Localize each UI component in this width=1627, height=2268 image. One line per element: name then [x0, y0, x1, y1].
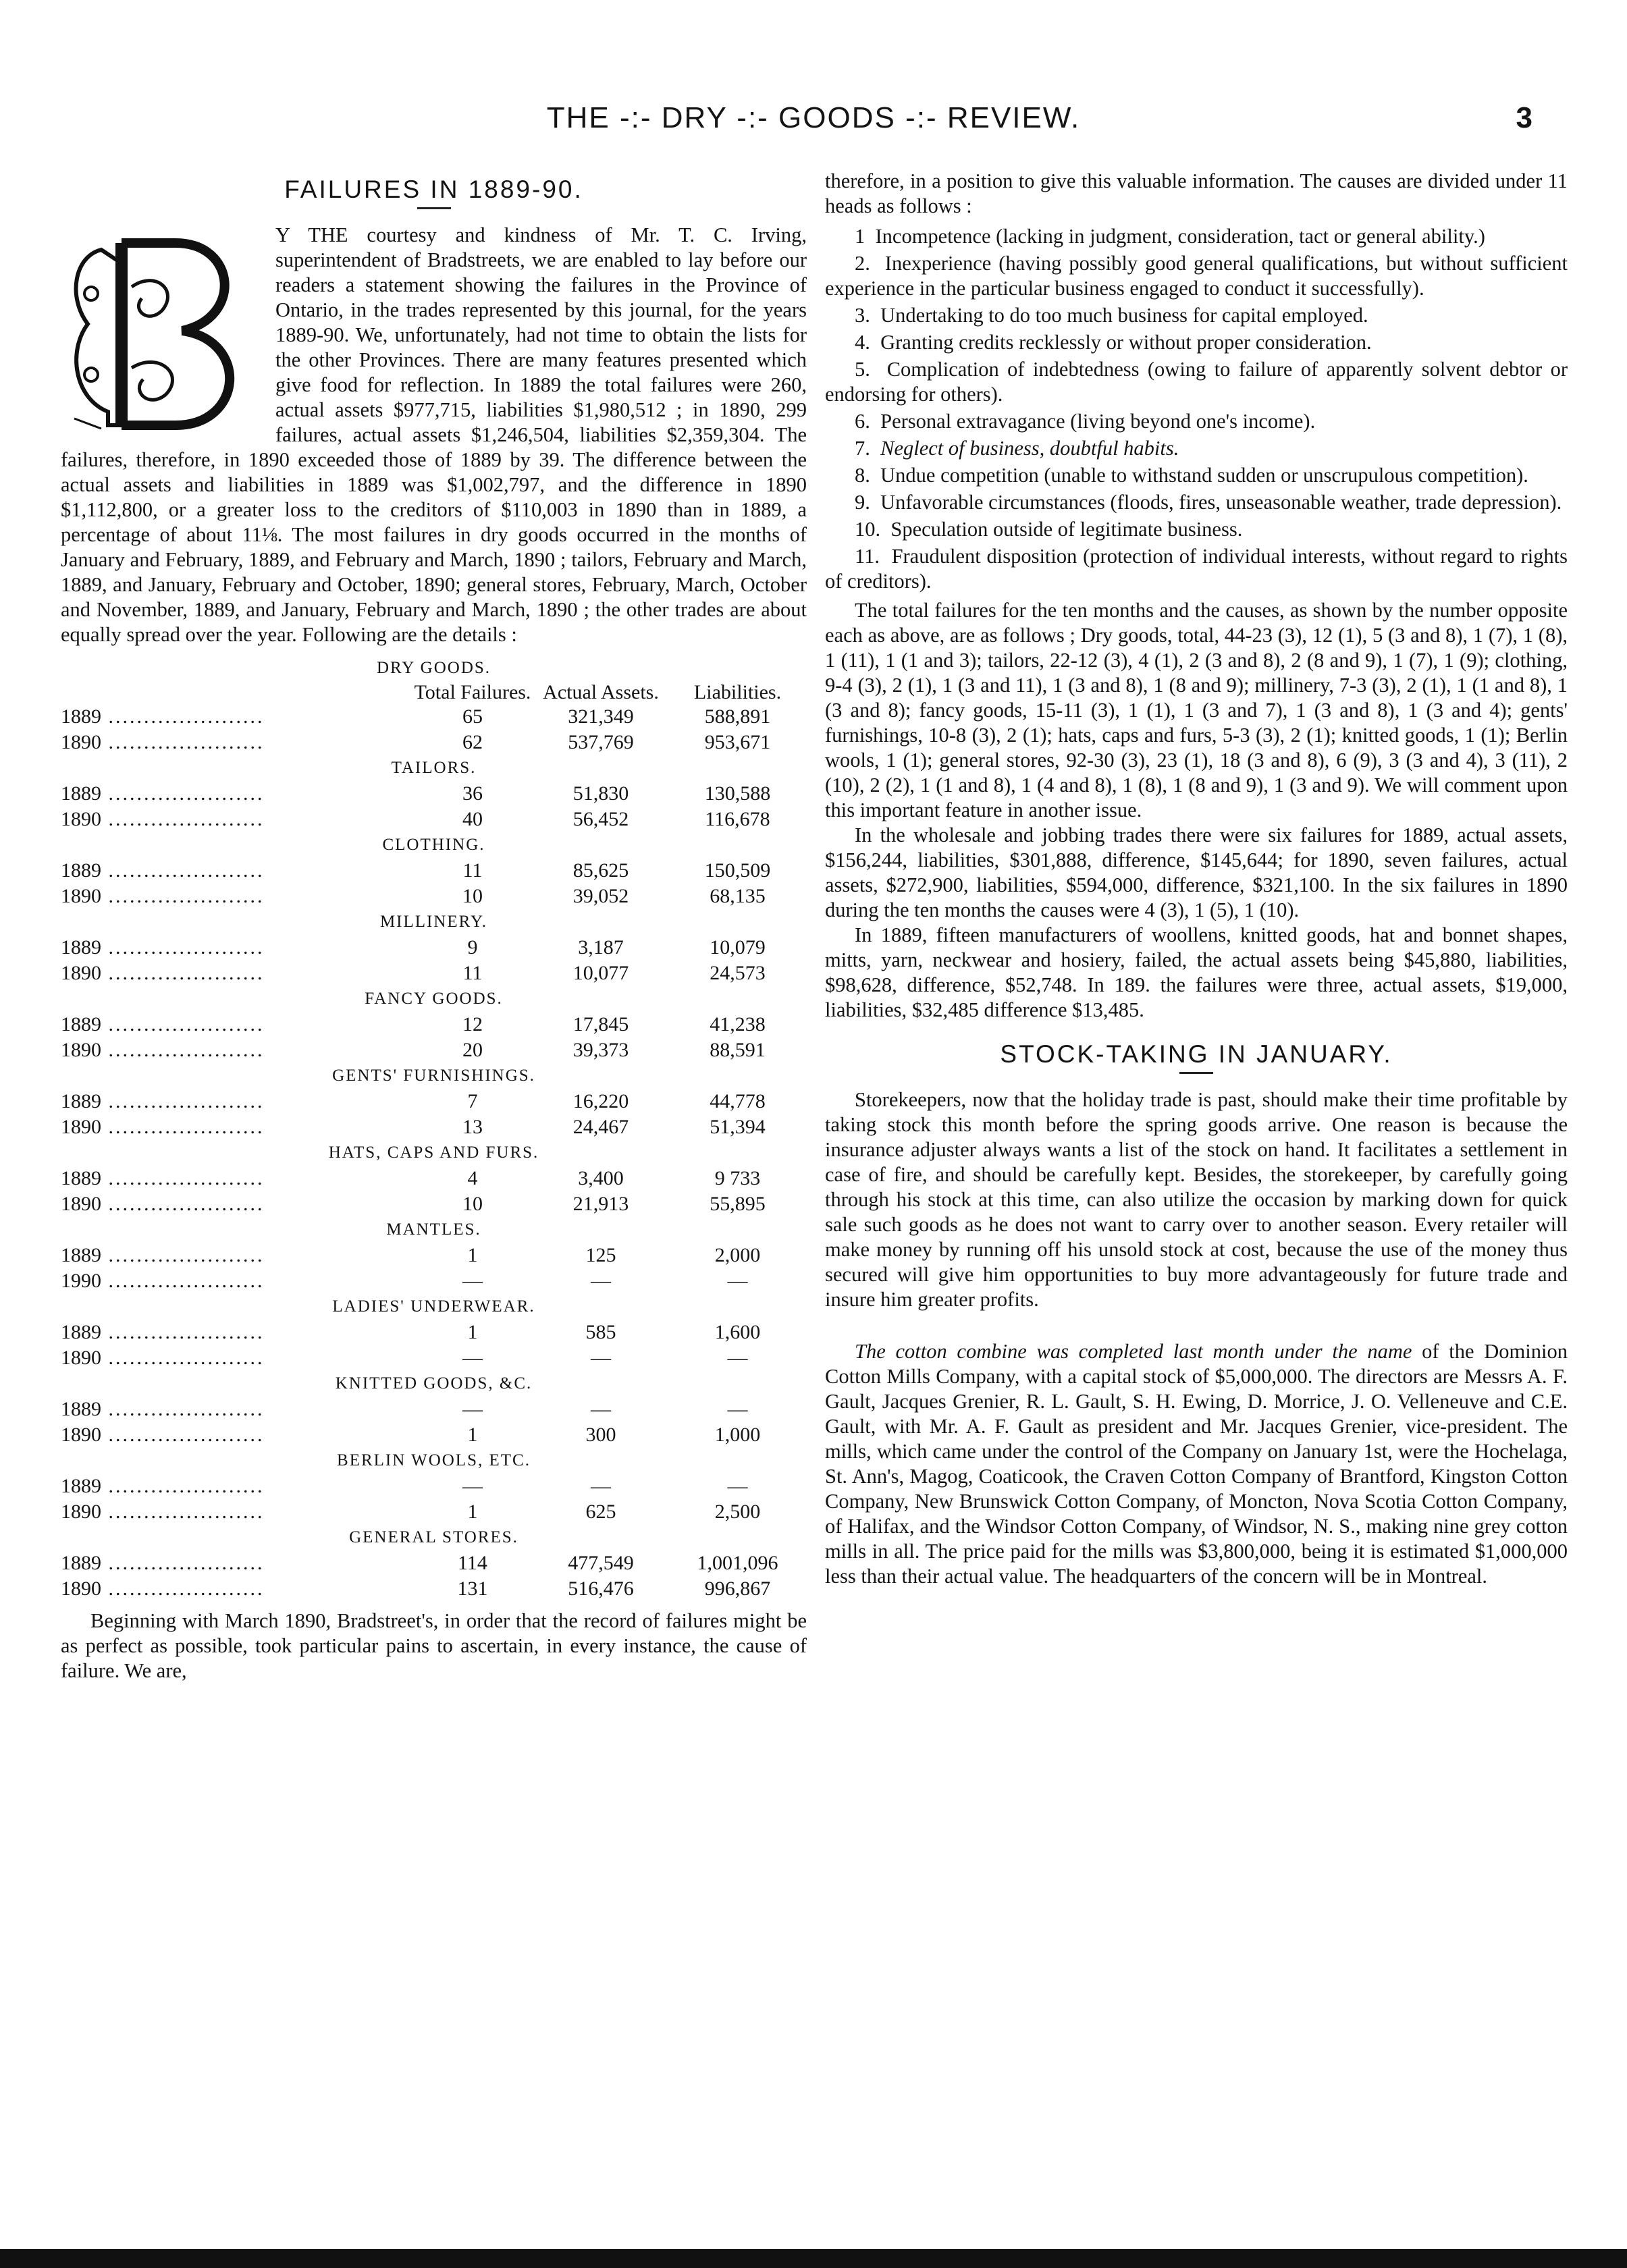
- table-row: [61, 1397, 807, 1422]
- failures-cell: 20: [462, 1039, 483, 1061]
- liabilities-cell: 588,891: [704, 705, 771, 728]
- liabilities-cell: 41,238: [710, 1013, 766, 1035]
- year: 1890: [61, 1039, 101, 1061]
- cause-item: [825, 303, 1568, 328]
- year: 1889: [61, 705, 101, 728]
- failures-cell: 10: [462, 885, 483, 907]
- table-section-header: [61, 1448, 807, 1474]
- cause-number: 9.: [855, 491, 870, 514]
- leader-dots: ......................: [101, 1424, 265, 1446]
- article-title-stock-taking: STOCK-TAKING IN JANUARY.: [1000, 1040, 1393, 1068]
- section-name: MANTLES.: [386, 1220, 481, 1239]
- failures-cell: 1: [467, 1424, 478, 1446]
- table-section-header: [61, 832, 807, 858]
- failures-cell: 65: [462, 705, 483, 728]
- leader-dots: ......................: [101, 1321, 265, 1343]
- table-row: [61, 1268, 807, 1294]
- leader-dots: ......................: [101, 1167, 265, 1189]
- failures-table: [61, 655, 807, 1602]
- bottom-border: [0, 2249, 1627, 2268]
- assets-cell: 477,549: [568, 1552, 634, 1574]
- assets-cell: 537,769: [568, 731, 634, 753]
- cause-number: 2.: [855, 252, 870, 275]
- section-name: HATS, CAPS AND FURS.: [328, 1143, 539, 1162]
- section-name: KNITTED GOODS, &C.: [335, 1374, 533, 1393]
- table-section-header: [61, 1140, 807, 1166]
- year-cell: [61, 1166, 412, 1191]
- failures-cell: —: [462, 1270, 483, 1292]
- liabilities-cell: 51,394: [710, 1116, 766, 1138]
- year-cell: [61, 884, 412, 909]
- leader-dots: ......................: [101, 962, 265, 984]
- right-column: [825, 169, 1568, 1589]
- cause-text: Undue competition (unable to withstand sudden or unscrupulous competition).: [880, 464, 1528, 487]
- leader-dots: ......................: [101, 1347, 265, 1369]
- leader-dots: ......................: [101, 782, 265, 805]
- cause-number: 5.: [855, 358, 870, 381]
- table-section-header: [61, 1371, 807, 1397]
- year-cell: [61, 781, 412, 807]
- table-row: [61, 1320, 807, 1345]
- cause-item: [825, 463, 1568, 488]
- failures-cell: —: [462, 1347, 483, 1369]
- cause-item: [825, 517, 1568, 542]
- header-liabilities: Liabilities.: [693, 681, 782, 703]
- section-name: MILLINERY.: [379, 913, 488, 931]
- year: 1889: [61, 1321, 101, 1343]
- leader-dots: ......................: [101, 1398, 265, 1420]
- year: 1890: [61, 808, 101, 830]
- liabilities-cell: 68,135: [710, 885, 766, 907]
- table-row: [61, 1166, 807, 1191]
- leader-dots: ......................: [101, 1270, 265, 1292]
- liabilities-cell: 116,678: [705, 808, 770, 830]
- section-name: TAILORS.: [391, 759, 477, 777]
- year-cell: [61, 1576, 412, 1602]
- failures-cell: 11: [462, 859, 483, 882]
- section-name: LADIES' UNDERWEAR.: [332, 1297, 535, 1316]
- liabilities-cell: 953,671: [704, 731, 771, 753]
- cause-number: 1: [855, 225, 865, 248]
- assets-cell: 85,625: [572, 859, 629, 882]
- failures-cell: 9: [467, 936, 478, 959]
- leader-dots: ......................: [101, 1475, 265, 1497]
- cause-text: Neglect of business, doubtful habits.: [880, 437, 1179, 460]
- cause-text: Granting credits recklessly or without proper consideration.: [880, 331, 1372, 354]
- table-row: [61, 935, 807, 961]
- year-cell: [61, 1114, 412, 1140]
- leader-dots: ......................: [101, 1577, 265, 1600]
- liabilities-cell: 9 733: [714, 1167, 761, 1189]
- assets-cell: 585: [585, 1321, 616, 1343]
- running-title: THE -:- DRY -:- GOODS -:- REVIEW.: [546, 101, 1081, 134]
- year-cell: [61, 1345, 412, 1371]
- leader-dots: ......................: [101, 1501, 265, 1523]
- title-rule: [417, 207, 451, 209]
- leader-dots: ......................: [101, 1090, 265, 1112]
- header-total-failures: Total Failures.: [414, 681, 531, 703]
- leader-dots: ......................: [101, 1013, 265, 1035]
- assets-cell: —: [591, 1398, 611, 1420]
- year-cell: [61, 1012, 412, 1037]
- liabilities-cell: 150,509: [704, 859, 771, 882]
- assets-cell: 10,077: [572, 962, 629, 984]
- manufacturers-paragraph: In 1889, fifteen manufacturers of woollens, knitted goods, hat and bonnet shapes, mitts, yarn, neckwear and hosiery, failed, the actual assets being $45,880, liabilities, $98,628, difference, $52,748. In 189. the failures were three, actual assets, $19,000, liabilities, $32,485 difference $13,485.: [825, 923, 1568, 1021]
- cause-item: [825, 330, 1568, 355]
- liabilities-cell: 44,778: [710, 1090, 766, 1112]
- failures-cell: 10: [462, 1193, 483, 1215]
- table-row: [61, 1012, 807, 1037]
- year-cell: [61, 1422, 412, 1448]
- liabilities-cell: —: [727, 1475, 748, 1497]
- assets-cell: 321,349: [568, 705, 634, 728]
- table-row: [61, 730, 807, 755]
- section-name: GENERAL STORES.: [349, 1528, 518, 1546]
- failures-cell: 1: [467, 1501, 478, 1523]
- year-cell: [61, 935, 412, 961]
- liabilities-cell: 1,001,096: [697, 1552, 778, 1574]
- table-column-headers: [61, 681, 807, 704]
- failures-cell: 62: [462, 731, 483, 753]
- assets-cell: 21,913: [572, 1193, 629, 1215]
- leader-dots: ......................: [101, 859, 265, 882]
- assets-cell: —: [591, 1347, 611, 1369]
- year-cell: [61, 1243, 412, 1268]
- liabilities-cell: 88,591: [710, 1039, 766, 1061]
- cause-text: Unfavorable circumstances (floods, fires, unseasonable weather, trade depression).: [880, 491, 1562, 514]
- cause-number: 3.: [855, 304, 870, 327]
- cause-text: Inexperience (having possibly good general qualifications, but without sufficient experience in the particular business engaged to conduct it successfully).: [825, 252, 1568, 300]
- cause-text: Undertaking to do too much business for capital employed.: [880, 304, 1368, 327]
- cause-item: [825, 251, 1568, 301]
- table-row: [61, 1422, 807, 1448]
- year-cell: [61, 1268, 412, 1294]
- cause-number: 4.: [855, 331, 870, 354]
- table-row: [61, 781, 807, 807]
- cause-text: Fraudulent disposition (protection of individual interests, without regard to rights of creditors).: [825, 545, 1568, 593]
- table-section-header: [61, 755, 807, 781]
- causes-intro: therefore, in a position to give this valuable information. The causes are divided under 11 heads as follows :: [825, 169, 1568, 217]
- year-cell: [61, 704, 412, 730]
- table-row: [61, 961, 807, 986]
- cotton-rest: of the Dominion Cotton Mills Company, with a capital stock of $5,000,000. The directors are Messrs A. F. Gault, Jacques Grenier, R. L. Gault, S. H. Ewing, D. Morrice, J. O. Velleneuve and C.E. Gault, with Mr. A. F. Gault as president and Mr. Jacques Grenier, vice-president. The mills, which came under the control of the Company on January 1st, were the Hochelaga, St. Ann's, Magog, Coaticook, the Craven Cotton Company of Brantford, Kingston Cotton Company, New Brunswick Cotton Company, of Moncton, Nova Scotia Cotton Company, of Halifax, and the Windsor Cotton Company, of Windsor, N. S., making nine grey cotton mills in all. The price paid for the mills was $3,800,000, being it is estimated $1,000,000 less than their actual value. The headquarters of the concern will be in Montreal.: [825, 1340, 1568, 1588]
- assets-cell: 39,052: [572, 885, 629, 907]
- assets-cell: 56,452: [572, 808, 629, 830]
- table-row: [61, 704, 807, 730]
- cotton-combine-paragraph: [825, 1339, 1568, 1589]
- total-failures-paragraph: The total failures for the ten months and the causes, as shown by the number opposite each as above, are as follows ; Dry goods, total, 44-23 (3), 12 (1), 5 (3 and 8), 1 (7), 1 (8), 1 (11), 1 (1 and 3); tailors, 22-12 (3), 4 (1), 2 (3 and 8), 2 (8 and 9), 1 (7), 1 (9); clothing, 9-4 (3), 2 (1), 1 (3 and 11), 1 (3 and 8), 1 (8 and 9); millinery, 7-3 (3), 2 (1), 1 (1 and 8), 1 (3 and 8); fancy goods, 15-11 (3), 1 (1), 1 (3 and 7), 1 (3 and 8), 1 (3 and 4); gents' furnishings, 10-8 (3), 2 (1); hats, caps and furs, 5-3 (3), 2 (1); knitted goods, 1 (1); Berlin wools, 1 (1); general stores, 92-30 (3), 23 (1), 18 (3 and 8), 6 (9), 3 (3 and 4), 3 (11), 2 (10), 2 (2), 1 (1 and 8), 1 (4 and 8), 1 (8), 1 (8 and 9), 1 (3 and 9). We will comment upon this important feature in another issue.: [825, 599, 1568, 821]
- title-rule-2: [1179, 1072, 1213, 1074]
- cause-item: [825, 544, 1568, 594]
- year-cell: [61, 1499, 412, 1525]
- table-section-header: [61, 1217, 807, 1243]
- leader-dots: ......................: [101, 808, 265, 830]
- section-name: GENTS' FURNISHINGS.: [332, 1066, 535, 1085]
- year: 1890: [61, 731, 101, 753]
- year-cell: [61, 961, 412, 986]
- table-row: [61, 884, 807, 909]
- year-cell: [61, 1550, 412, 1576]
- assets-cell: 17,845: [572, 1013, 629, 1035]
- leader-dots: ......................: [101, 1244, 265, 1266]
- assets-cell: 300: [585, 1424, 616, 1446]
- header-actual-assets: Actual Assets.: [543, 681, 659, 703]
- year: 1889: [61, 1090, 101, 1112]
- cause-item: [825, 436, 1568, 461]
- cause-number: 7.: [855, 437, 870, 460]
- liabilities-cell: 2,500: [714, 1501, 761, 1523]
- cause-number: 10.: [855, 518, 881, 541]
- year-cell: [61, 1474, 412, 1499]
- assets-cell: 125: [585, 1244, 616, 1266]
- year: 1889: [61, 1244, 101, 1266]
- failures-cell: 114: [458, 1552, 487, 1574]
- table-row: [61, 1191, 807, 1217]
- cause-item: [825, 409, 1568, 434]
- assets-cell: 3,400: [578, 1167, 624, 1189]
- cause-number: 6.: [855, 410, 870, 433]
- leader-dots: ......................: [101, 936, 265, 959]
- year: 1889: [61, 1398, 101, 1420]
- year-cell: [61, 1191, 412, 1217]
- liabilities-cell: 996,867: [704, 1577, 771, 1600]
- leader-dots: ......................: [101, 1193, 265, 1215]
- year: 1890: [61, 1347, 101, 1369]
- liabilities-cell: 10,079: [710, 936, 766, 959]
- table-section-header: [61, 909, 807, 935]
- blank-header: [61, 681, 412, 704]
- failures-cell: 1: [467, 1321, 478, 1343]
- dropcap-ornament: [61, 223, 263, 439]
- failures-cell: 36: [462, 782, 483, 805]
- year: 1889: [61, 859, 101, 882]
- leader-dots: ......................: [101, 1039, 265, 1061]
- assets-cell: 16,220: [572, 1090, 629, 1112]
- year: 1890: [61, 1577, 101, 1600]
- year: 1889: [61, 936, 101, 959]
- year-cell: [61, 807, 412, 832]
- year: 1889: [61, 1475, 101, 1497]
- table-row: [61, 1114, 807, 1140]
- year: 1889: [61, 1013, 101, 1035]
- assets-cell: —: [591, 1270, 611, 1292]
- year: 1889: [61, 782, 101, 805]
- failures-cell: 131: [457, 1577, 488, 1600]
- year: 1890: [61, 885, 101, 907]
- assets-cell: 625: [585, 1501, 616, 1523]
- leader-dots: ......................: [101, 1116, 265, 1138]
- cause-text: Speculation outside of legitimate business.: [890, 518, 1243, 541]
- year-cell: [61, 1320, 412, 1345]
- assets-cell: 516,476: [568, 1577, 634, 1600]
- table-row: [61, 858, 807, 884]
- section-name: BERLIN WOOLS, ETC.: [337, 1451, 531, 1469]
- wholesale-paragraph: In the wholesale and jobbing trades there were six failures for 1889, actual assets, $156,244, liabilities, $301,888, difference, $145,644; for 1890, seven failures, actual assets, $272,900, liabilities, $594,000, difference, $321,100. In the six failures in 1890 during the ten months the causes were 4 (3), 1 (5), 1 (10).: [825, 824, 1568, 921]
- year: 1890: [61, 1424, 101, 1446]
- liabilities-cell: 2,000: [714, 1244, 761, 1266]
- table-row: [61, 1243, 807, 1268]
- cotton-lead: The cotton combine was completed last month under the name: [855, 1340, 1412, 1363]
- table-row: [61, 807, 807, 832]
- table-section-header: [61, 986, 807, 1012]
- table-row: [61, 1474, 807, 1499]
- section-name: FANCY GOODS.: [365, 990, 503, 1008]
- table-row: [61, 1089, 807, 1114]
- liabilities-cell: —: [727, 1398, 748, 1420]
- table-section-header: [61, 1525, 807, 1550]
- year: 1889: [61, 1552, 101, 1574]
- assets-cell: 24,467: [572, 1116, 629, 1138]
- assets-cell: 51,830: [572, 782, 629, 805]
- liabilities-cell: 1,000: [714, 1424, 761, 1446]
- liabilities-cell: 55,895: [710, 1193, 766, 1215]
- cause-text: Complication of indebtedness (owing to failure of apparently solvent debtor or endorsing for others).: [825, 358, 1568, 406]
- year-cell: [61, 1037, 412, 1063]
- assets-cell: —: [591, 1475, 611, 1497]
- table-row: [61, 1576, 807, 1602]
- year: 1890: [61, 1116, 101, 1138]
- cause-item: [825, 224, 1568, 249]
- year: 1890: [61, 962, 101, 984]
- year-cell: [61, 1397, 412, 1422]
- table-section-header: [61, 655, 807, 681]
- year: 1890: [61, 1193, 101, 1215]
- liabilities-cell: —: [727, 1270, 748, 1292]
- table-row: [61, 1037, 807, 1063]
- failures-cell: 7: [467, 1090, 478, 1112]
- liabilities-cell: 1,600: [714, 1321, 761, 1343]
- failures-cell: —: [462, 1475, 483, 1497]
- left-column: [61, 169, 807, 1683]
- failures-cell: —: [462, 1398, 483, 1420]
- intro-paragraph: Y THE courtesy and kindness of Mr. T. C. Irving, superintendent of Bradstreets, we are enabled to lay before our readers a statement showing the failures in the Province of Ontario, in the trades represented by this journal, for the years 1889-90. We, unfortunately, had not time to obtain the lists for the other Provinces. There are many features presented which give food for reflection. In 1889 the total failures were 260, actual assets $977,715, liabilities $1,980,512 ; in 1890, 299 failures, actual assets $1,246,504, liabilities $2,359,304. The failures, therefore, in 1890 exceeded those of 1889 by 39. The difference between the actual assets and liabilities in 1889 was $1,002,797, and the difference in 1890 $1,112,800, or a greater loss to the creditors of $110,003 in 1890 than in 1889, a percentage of about 11⅛. The most failures in dry goods occurred in the months of January and February, 1889, and February and March, 1890 ; tailors, February and March, 1889, and January, February and October, 1890; general stores, February, March, October and November, 1889, and January, February and March, 1890 ; the other trades are about equally spread over the year. Following are the details :: [61, 223, 807, 646]
- cause-number: 11.: [855, 545, 880, 568]
- failures-cell: 11: [462, 962, 483, 984]
- year: 1990: [61, 1270, 101, 1292]
- table-row: [61, 1345, 807, 1371]
- failures-cell: 12: [462, 1013, 483, 1035]
- liabilities-cell: 130,588: [704, 782, 771, 805]
- leader-dots: ......................: [101, 731, 265, 753]
- failures-cell: 1: [467, 1244, 478, 1266]
- table-row: [61, 1499, 807, 1525]
- failures-cell: 4: [467, 1167, 478, 1189]
- page-number: 3: [1516, 101, 1532, 134]
- liabilities-cell: 24,573: [710, 962, 766, 984]
- section-name: DRY GOODS.: [376, 659, 491, 677]
- stock-taking-paragraph: Storekeepers, now that the holiday trade is past, should make their time profitable by taking stock this month before the spring goods arrive. One reason is because the insurance adjuster always wants a list of the stock on hand. It facilitates a settlement in case of fire, and should be carefully kept. Besides, the storekeeper, by carefully going through his stock at this time, can also utilize the occasion by marking down for quick sale such goods as he does not want to carry over to another season. Every retailer will make money by running off his unsold stock at cost, because the use of the money thus secured will give him opportunities to buy more advantageously for future trade and insure him greater profits.: [825, 1088, 1568, 1311]
- leader-dots: ......................: [101, 705, 265, 728]
- assets-cell: 3,187: [578, 936, 624, 959]
- liabilities-cell: —: [727, 1347, 748, 1369]
- table-section-header: [61, 1294, 807, 1320]
- leader-dots: ......................: [101, 1552, 265, 1574]
- year-cell: [61, 858, 412, 884]
- leader-dots: ......................: [101, 885, 265, 907]
- year-cell: [61, 1089, 412, 1114]
- section-name: CLOTHING.: [382, 836, 485, 854]
- failures-cell: 13: [462, 1116, 483, 1138]
- cause-item: [825, 490, 1568, 515]
- assets-cell: 39,373: [572, 1039, 629, 1061]
- dropcap-b-icon: [61, 223, 263, 439]
- cause-text: Personal extravagance (living beyond one's income).: [880, 410, 1316, 433]
- article-title-failures: FAILURES IN 1889-90.: [284, 176, 583, 203]
- year: 1890: [61, 1501, 101, 1523]
- cause-text: Incompetence (lacking in judgment, consideration, tact or general ability.): [875, 225, 1485, 248]
- cause-item: [825, 357, 1568, 407]
- failures-cell: 40: [462, 808, 483, 830]
- cause-number: 8.: [855, 464, 870, 487]
- causes-list: [825, 224, 1568, 594]
- after-table-paragraph: Beginning with March 1890, Bradstreet's, in order that the record of failures might be as perfect as possible, took particular pains to ascertain, in every instance, the cause of failure. We are,: [61, 1609, 807, 1682]
- year-cell: [61, 730, 412, 755]
- page-header: [95, 101, 1532, 148]
- year: 1889: [61, 1167, 101, 1189]
- table-section-header: [61, 1063, 807, 1089]
- table-row: [61, 1550, 807, 1576]
